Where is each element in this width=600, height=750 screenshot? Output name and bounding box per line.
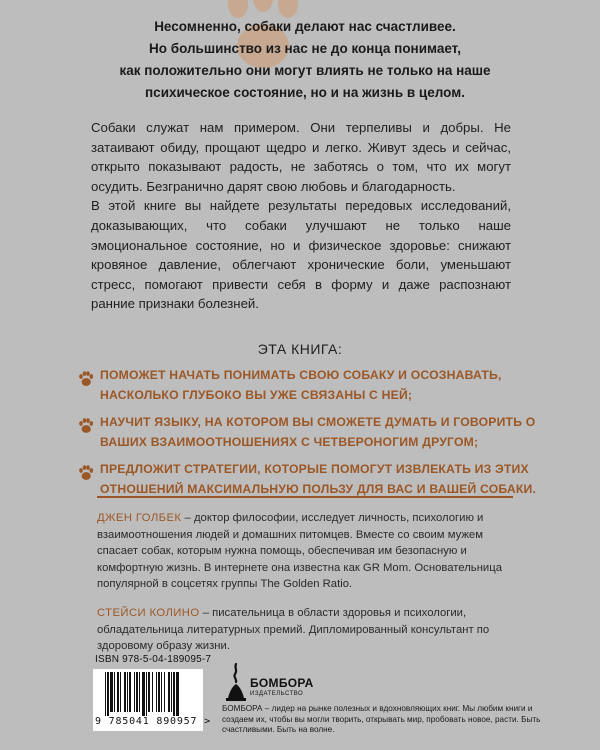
author-name: ДЖЕН ГОЛБЕК [97, 512, 182, 524]
publisher-blurb: БОМБОРА – лидер на рынке полезных и вдохновляющих книг. Мы любим книги и создаем их, чтобы вы могли творить, открывать мир, пробовать новое, расти. Быть счастливыми. Быть на волне. [222, 704, 541, 734]
barcode-bar [152, 672, 153, 712]
barcode-bar [164, 672, 165, 712]
publisher-logo [224, 662, 364, 706]
intro-block [70, 16, 540, 104]
feature-item [78, 413, 538, 452]
barcode [93, 669, 211, 731]
paw-icon [78, 371, 94, 387]
intro-line: Но большинство из нас не до конца понимает, [148, 41, 462, 56]
description-paragraph: Собаки служат нам примером. Они терпеливы и добры. Не затаивают обиду, прощают щедро и легко. Живут здесь и сейчас, открыто показывают радость, не заботясь о том, что их могут осудить. Безгранично дарят свою любовь и благодарность. [91, 120, 511, 194]
intro-line: Несомненно, собаки делают нас счастливее. [154, 19, 456, 34]
barcode-bar [176, 672, 179, 716]
intro-line: как положительно они могут влиять не только на наше [119, 63, 491, 78]
authors-block [97, 510, 517, 667]
barcode-bar [134, 672, 135, 712]
feature-text: ПОМОЖЕТ НАЧАТЬ ПОНИМАТЬ СВОЮ СОБАКУ И ОСОЗНАВАТЬ, НАСКОЛЬКО ГЛУБОКО ВЫ УЖЕ СВЯЗАНЫ С НЕЙ; [100, 368, 502, 402]
feature-item [78, 460, 538, 499]
barcode-bar [156, 672, 157, 712]
barcode-bar [158, 672, 160, 712]
barcode-bar [173, 672, 175, 716]
paw-icon [78, 418, 94, 434]
paw-icon [78, 465, 94, 481]
book-features-heading: ЭТА КНИГА: [257, 341, 343, 357]
barcode-digits: 9 785041 890957 > [95, 716, 211, 727]
barcode-bar [117, 672, 119, 712]
barcode-bar [161, 672, 162, 712]
author-name: СТЕЙСИ КОЛИНО [97, 606, 200, 619]
publisher-subtitle: ИЗДАТЕЛЬСТВО [250, 691, 304, 697]
barcode-bar [107, 672, 109, 716]
features-list [78, 366, 538, 507]
description-block [91, 118, 511, 314]
author-bio [97, 510, 517, 593]
barcode-bar [168, 672, 170, 712]
description-paragraph: В этой книге вы найдете результаты передовых исследований, доказывающих, что собаки улучшают не только наше эмоциональное состояние, но и физическое здоровье: снижают кровяное давление, облегчают хронические боли, уменьшают стресс, помогают привести себя в форму и даже распознают ранние признаки болезней. [91, 198, 511, 312]
barcode-bar [136, 672, 138, 712]
barcode-bar [146, 672, 147, 716]
barcode-bar [129, 672, 131, 712]
feature-text: ПРЕДЛОЖИТ СТРАТЕГИИ, КОТОРЫЕ ПОМОГУТ ИЗВЛЕКАТЬ ИЗ ЭТИХ ОТНОШЕНИЙ МАКСИМАЛЬНУЮ ПОЛЬЗУ ДЛЯ ВАС И ВАШЕЙ СОБАКИ. [100, 462, 537, 496]
barcode-bar [120, 672, 121, 712]
barcode-bar [148, 672, 150, 712]
section-divider [97, 496, 513, 498]
barcode-bar [110, 672, 113, 712]
publisher-name: БОМБОРА [250, 676, 314, 690]
feature-item [78, 366, 538, 405]
feature-text: НАУЧИТ ЯЗЫКУ, НА КОТОРОМ ВЫ СМОЖЕТЕ ДУМАТЬ И ГОВОРИТЬ О ВАШИХ ВЗАИМООТНОШЕНИЯХ С ЧЕТВЕРОНОГИМ ДРУГОМ; [100, 415, 536, 449]
barcode-bar [139, 672, 140, 712]
author-bio-text: – писательница в области здоровья и психологии, обладательница литературных премий. Дипломированный консультант по здоровому образу жизни. [97, 606, 490, 653]
barcode-bar [171, 672, 172, 712]
author-bio [97, 605, 517, 655]
barcode-bar [142, 672, 145, 716]
publisher-logo-icon [224, 662, 248, 702]
isbn-label: ISBN 978-5-04-189095-7 [95, 654, 212, 665]
barcode-bar [105, 672, 106, 716]
barcode-bar [124, 672, 126, 712]
barcode-bar [114, 672, 115, 712]
barcode-bars [103, 672, 198, 716]
intro-line: психическое состояние, но и на жизнь в целом. [145, 85, 465, 100]
barcode-bar [127, 672, 128, 712]
author-bio-text: – доктор философии, исследует личность, психологию и взаимоотношения людей и домашних питомцев. Вместе со своим мужем спасает собак, которым нужна помощь, обеспечивая им безопасную и комфортную жизнь. В интернете она известна как GR Mom. Основательница популярной в соцсетях группы The Golden Ratio. [97, 512, 502, 591]
